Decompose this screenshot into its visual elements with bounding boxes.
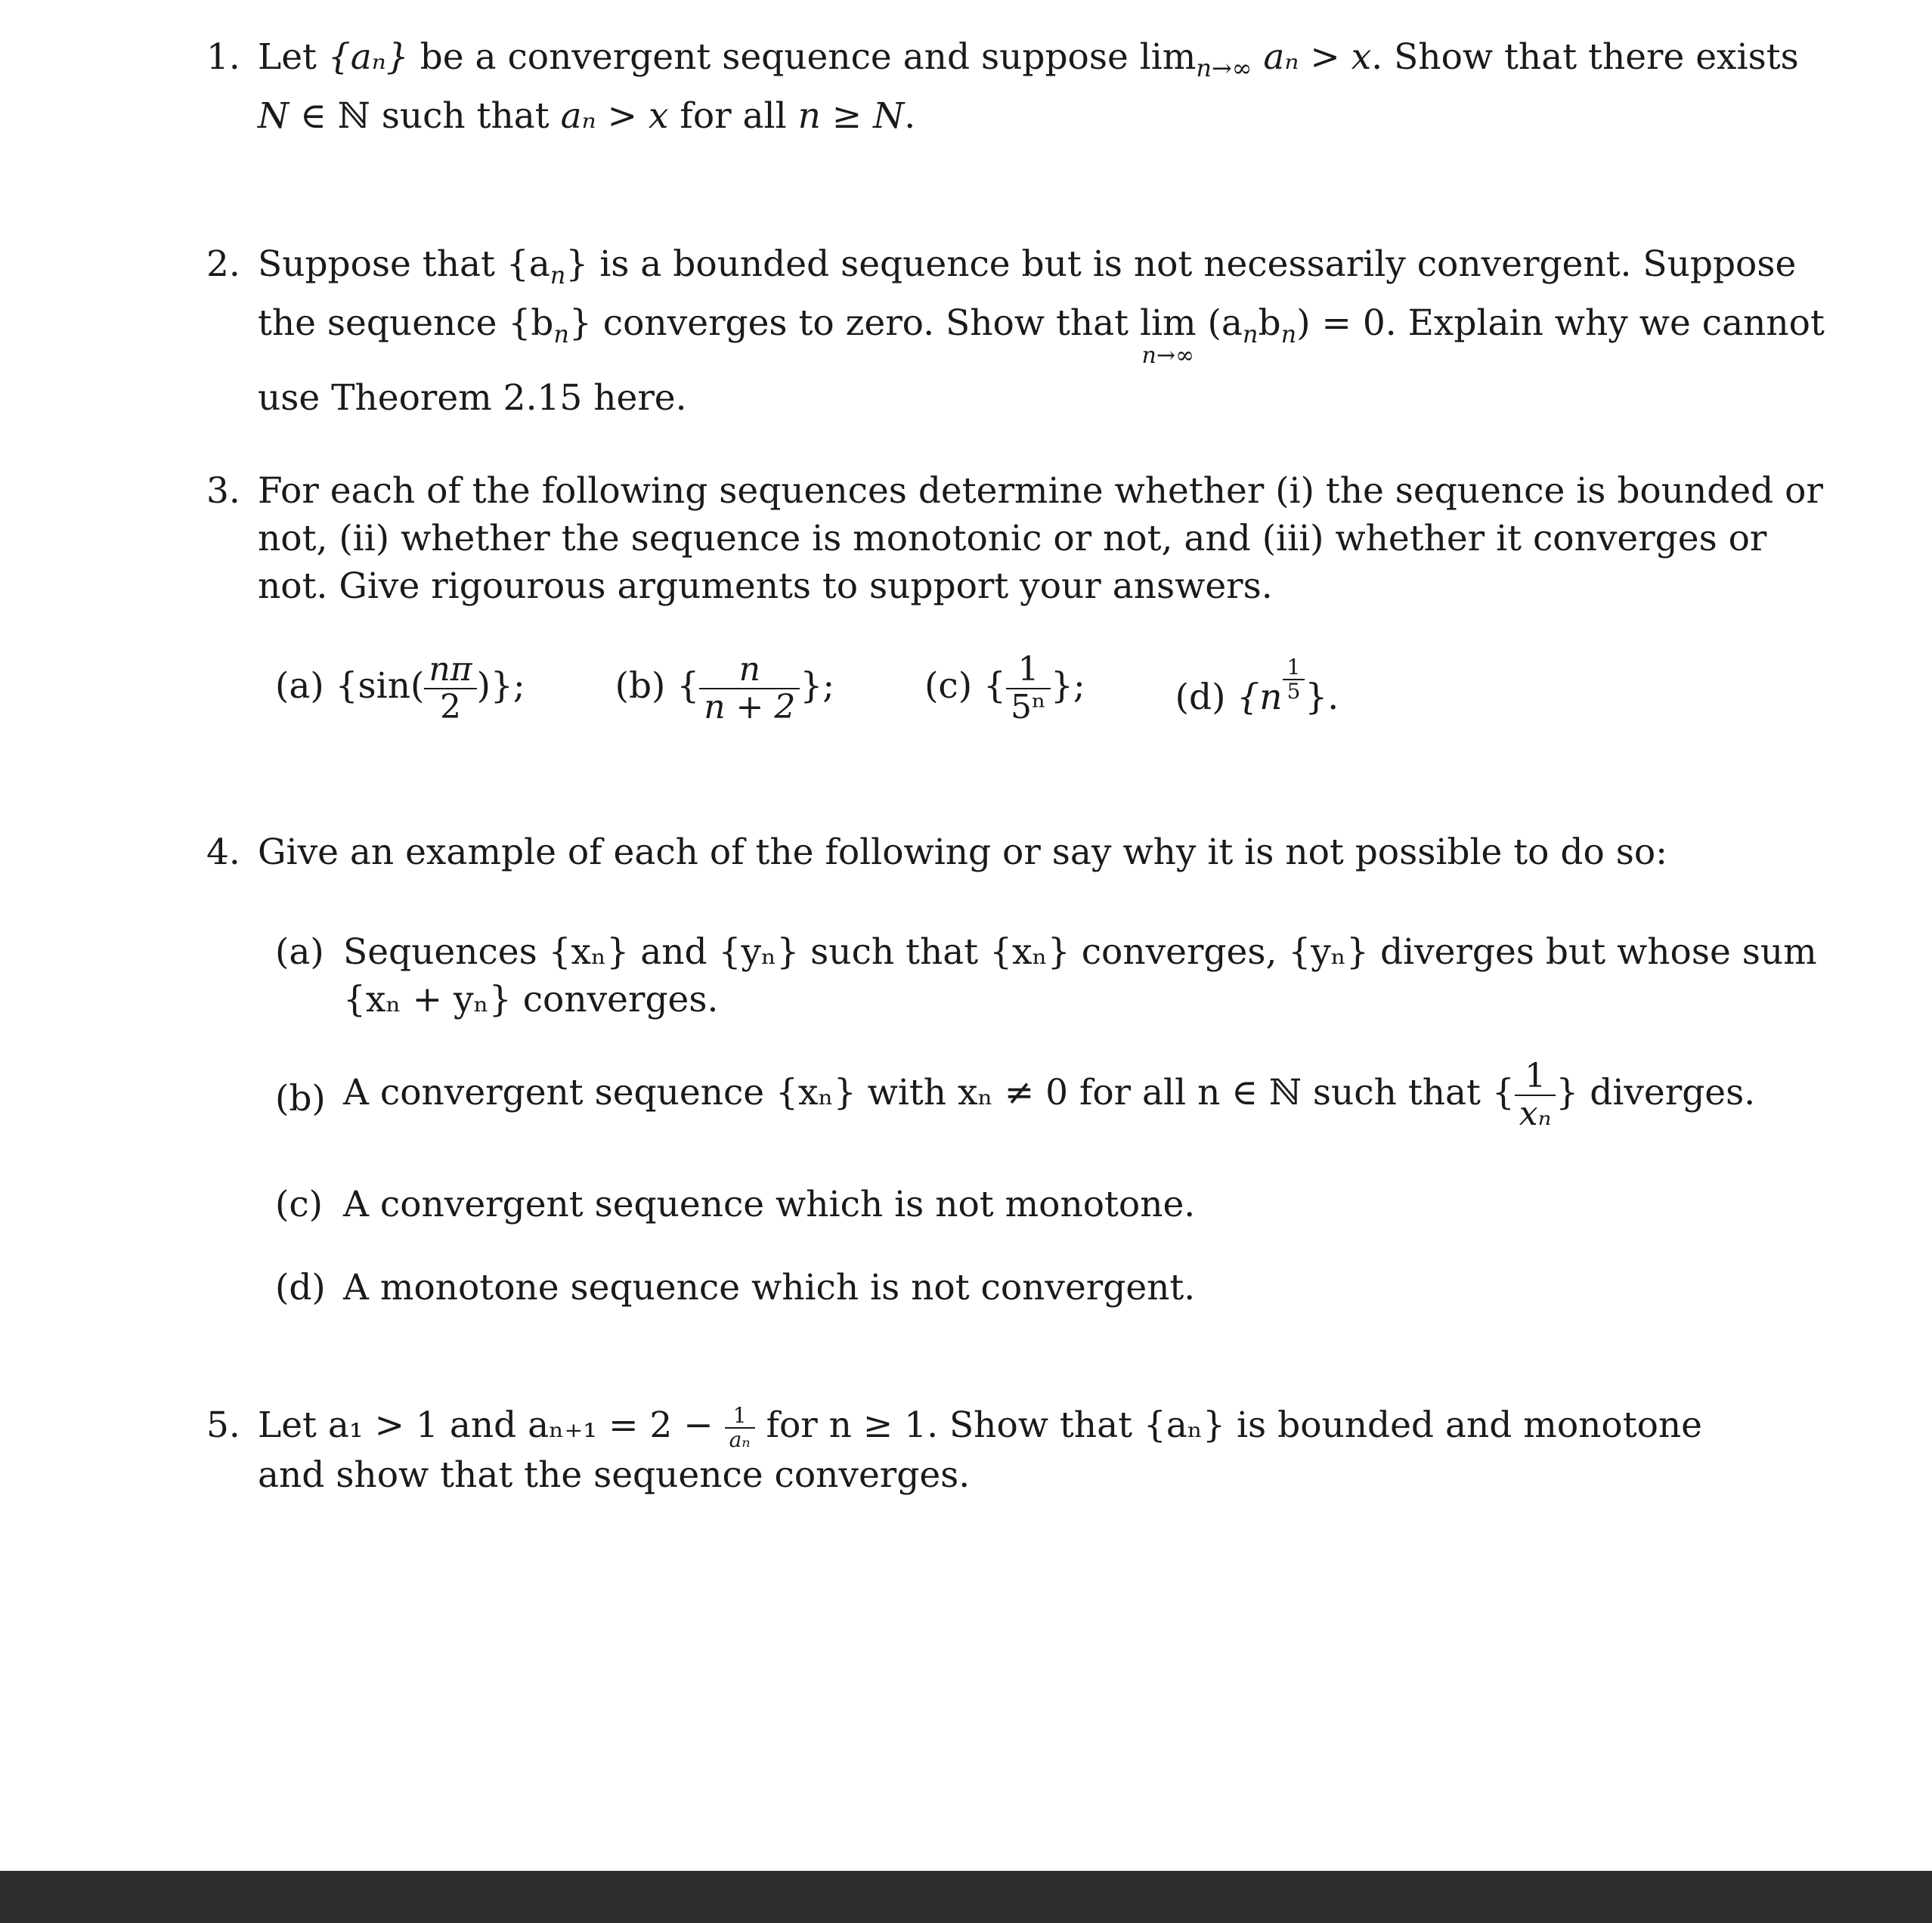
part-text: A convergent sequence which is not monotone.	[343, 1184, 1196, 1225]
text: {	[972, 665, 1006, 707]
math-a-n: aₙ	[560, 95, 596, 137]
math-a-n: aₙ	[1263, 36, 1299, 78]
text: ∈ ℕ such that	[289, 95, 561, 137]
part-label: (a)	[275, 931, 324, 973]
text-line	[343, 1057, 1756, 1133]
part-label: (b)	[275, 1078, 326, 1119]
problem-number: 3.	[206, 470, 240, 512]
part-label: (d)	[1175, 677, 1226, 718]
text: } diverges.	[1556, 1072, 1756, 1113]
problem-3-line-3: not. Give rigourous arguments to support your answers.	[258, 565, 1273, 607]
text: {xₙ + yₙ} converges.	[343, 979, 719, 1020]
problem-number: 5.	[206, 1404, 240, 1446]
math-n: n	[797, 95, 821, 137]
subscript-n: n	[1242, 320, 1259, 348]
text: } converges to zero. Show that	[568, 302, 1140, 344]
text: b	[1258, 302, 1281, 344]
text: {sin(	[324, 665, 425, 707]
fraction	[725, 1404, 755, 1451]
fraction	[1515, 1058, 1556, 1132]
denominator: 2	[439, 688, 461, 726]
problem-4-intro: Give an example of each of the following or say why it is not possible to do so:	[258, 831, 1667, 873]
part-text: A monotone sequence which is not convergent.	[343, 1267, 1196, 1308]
part-4b	[275, 1057, 1756, 1141]
limit-operator	[1139, 299, 1197, 369]
math-N: N	[873, 95, 905, 137]
lim-under: n→∞	[1141, 342, 1194, 369]
denominator: 5ⁿ	[1010, 688, 1046, 726]
subscript-n: n	[1280, 320, 1297, 348]
text: ≥	[820, 95, 874, 137]
problem-2-line-1	[258, 240, 1797, 299]
part-text	[343, 928, 1817, 1023]
problem-1-line-1	[258, 33, 1799, 92]
part-4a	[275, 928, 1817, 1027]
fraction	[699, 652, 800, 726]
math-x: x	[648, 95, 669, 137]
problem-1	[206, 33, 1799, 140]
denominator: n + 2	[704, 688, 796, 726]
denominator: xₙ	[1519, 1095, 1552, 1133]
lim-subscript: n→∞	[1196, 54, 1252, 82]
subscript-n: n	[550, 261, 566, 290]
part-label: (c)	[275, 1184, 323, 1225]
part-label: (a)	[275, 665, 324, 707]
denominator: 5	[1286, 679, 1301, 704]
text: ) = 0. Explain why we cannot	[1296, 302, 1825, 344]
part-3a	[275, 652, 525, 726]
problem-2	[206, 240, 1825, 422]
problem-2-line-3: use Theorem 2.15 here.	[258, 377, 687, 419]
part-3c	[924, 652, 1085, 726]
problem-number: 2.	[206, 243, 240, 285]
text: Sequences {xₙ} and {yₙ} such that {xₙ} converges, {yₙ} diverges but whose sum	[343, 931, 1817, 973]
part-4d	[275, 1264, 1708, 1311]
part-text	[343, 1057, 1756, 1133]
bottom-toolbar-bar	[0, 1871, 1932, 1923]
math-x: x	[1351, 36, 1372, 78]
text: the sequence {b	[258, 302, 554, 344]
problem-3-line-2: not, (ii) whether the sequence is monotonic or not, and (iii) whether it converges or	[258, 518, 1767, 559]
text: for n ≥ 1. Show that {aₙ} is bounded and monotone	[754, 1404, 1702, 1446]
problem-3	[206, 467, 1823, 610]
part-label: (d)	[275, 1267, 326, 1308]
numerator: n	[699, 652, 800, 689]
problem-1-line-2	[258, 92, 1708, 140]
text: };	[1050, 665, 1085, 707]
problem-number: 1.	[206, 36, 240, 78]
problem-3-line-1: For each of the following sequences determine whether (i) the sequence is bounded or	[258, 470, 1823, 512]
numerator: 1	[1283, 656, 1305, 680]
text: for all	[668, 95, 798, 137]
math-N: N	[258, 95, 289, 137]
denominator: aₙ	[729, 1427, 751, 1452]
text: {	[665, 665, 700, 707]
problem-5-line-2: and show that the sequence converges.	[258, 1454, 971, 1496]
problem-number: 4.	[206, 831, 240, 873]
part-3d	[1175, 656, 1339, 721]
exponent-fraction	[1283, 656, 1305, 703]
problem-5-line-1	[258, 1401, 1708, 1451]
numerator: 1	[1006, 652, 1051, 689]
part-label: (b)	[615, 665, 666, 707]
problem-5	[206, 1401, 1708, 1499]
text: .	[904, 95, 916, 137]
subscript-n: n	[553, 320, 569, 348]
text: A convergent sequence {xₙ} with xₙ ≠ 0 for all n ∈ ℕ such that {	[343, 1072, 1515, 1113]
part-3b	[615, 652, 835, 726]
text: Suppose that {a	[258, 243, 550, 285]
problem-4	[206, 828, 1708, 876]
text: };	[800, 665, 835, 707]
fraction	[424, 652, 476, 726]
lim-text: lim	[1139, 302, 1197, 344]
problem-3-parts	[275, 652, 1339, 726]
math-seq-a: {aₙ}	[327, 36, 409, 78]
text: >	[596, 95, 649, 137]
text: . Show that there exists	[1371, 36, 1799, 78]
text: )};	[476, 665, 525, 707]
numerator: 1	[1515, 1058, 1556, 1096]
part-label: (c)	[924, 665, 973, 707]
numerator: nπ	[424, 652, 476, 689]
text: Let	[258, 36, 328, 78]
text: } is a bounded sequence but is not necessarily convergent. Suppose	[565, 243, 1797, 285]
numerator: 1	[725, 1404, 755, 1429]
text: }.	[1305, 677, 1339, 718]
problem-2-line-2	[258, 299, 1825, 369]
text: Let a₁ > 1 and aₙ₊₁ = 2 −	[258, 1404, 725, 1446]
text: {n	[1225, 677, 1283, 718]
text: (a	[1196, 302, 1243, 344]
text: >	[1299, 36, 1351, 78]
fraction	[1006, 652, 1051, 726]
text: be a convergent sequence and suppose lim	[408, 36, 1197, 78]
part-4c	[275, 1181, 1708, 1228]
